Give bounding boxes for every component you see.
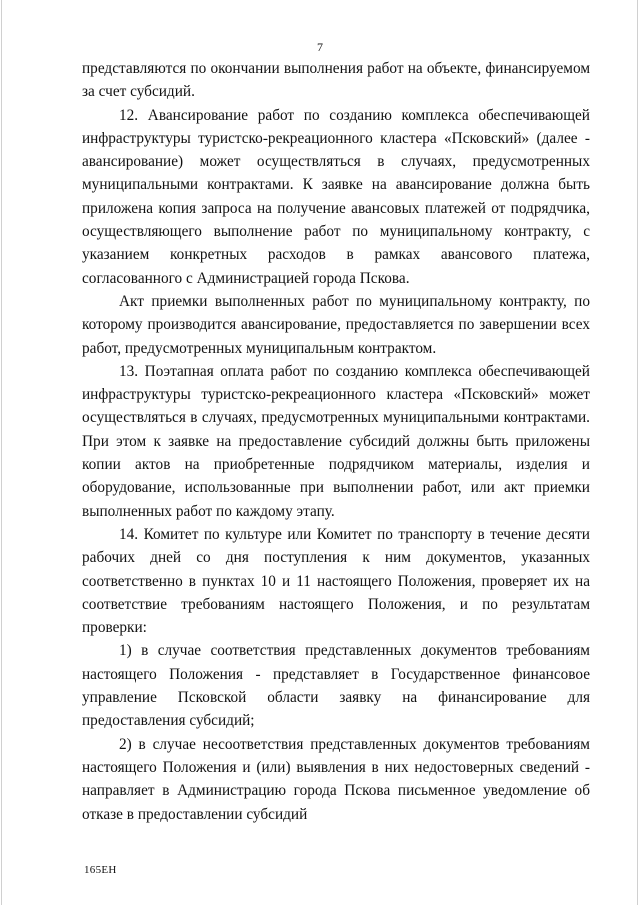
scan-edge-right — [637, 0, 638, 905]
paragraph-subitem-1: 1) в случае соответствия представленных документов требованиям настоящего Положения - представляет в Государственное финансовое управление Псковской области заявку на финансирование для предоставления субсидий; — [82, 642, 590, 730]
paragraph-acceptance-act: Акт приемки выполненных работ по муниципальному контракту, по которому производится авансирование, предоставляется по завершении всех работ, предусмотренных муниципальным контрактом. — [82, 292, 590, 357]
paragraph-continuation: представляются по окончании выполнения работ на объекте, финансируемом за счет субсидий. — [82, 60, 590, 101]
paragraph-item-14: 14. Комитет по культуре или Комитет по транспорту в течение десяти рабочих дней со дня поступления к ним документов, указанных соответственно в пунктах 10 и 11 настоящего Положения, проверяет их на соответствие требованиям настоящего Положения, и по результатам проверки: — [82, 525, 590, 637]
scan-edge-left — [1, 0, 2, 905]
paragraph-item-13: 13. Поэтапная оплата работ по созданию комплекса обеспечивающей инфраструктуры туристско-рекреационного кластера «Псковский» может осуществляться в случаях, предусмотренных муниципальными контрактами. При этом к заявке на предоставление субсидий должны быть приложены копии актов на приобретенные подрядчиком материалы, изделия и оборудование, использованные при выполнении работ, или акт приемки выполненных работ по каждому этапу. — [82, 362, 590, 520]
page-number: 7 — [317, 40, 323, 54]
document-code: 165ЕН — [84, 864, 117, 876]
paragraph-subitem-2: 2) в случае несоответствия представленных документов требованиям настоящего Положения и (или) выявления в них недостоверных сведений - направляет в Администрацию города Пскова письменное уведомление об отказе в предоставлении субсидий — [82, 735, 590, 823]
document-body — [82, 57, 590, 826]
paragraph-item-12: 12. Авансирование работ по созданию комплекса обеспечивающей инфраструктуры туристско-рекреационного кластера «Псковский» (далее - авансирование) может осуществляться в случаях, предусмотренных муниципальными контрактами. К заявке на авансирование должна быть приложена копия запроса на получение авансовых платежей от подрядчика, осуществляющего выполнение работ по муниципальному контракту, с указанием конкретных расходов в рамках авансового платежа, согласованного с Администрацией города Пскова. — [82, 106, 590, 287]
